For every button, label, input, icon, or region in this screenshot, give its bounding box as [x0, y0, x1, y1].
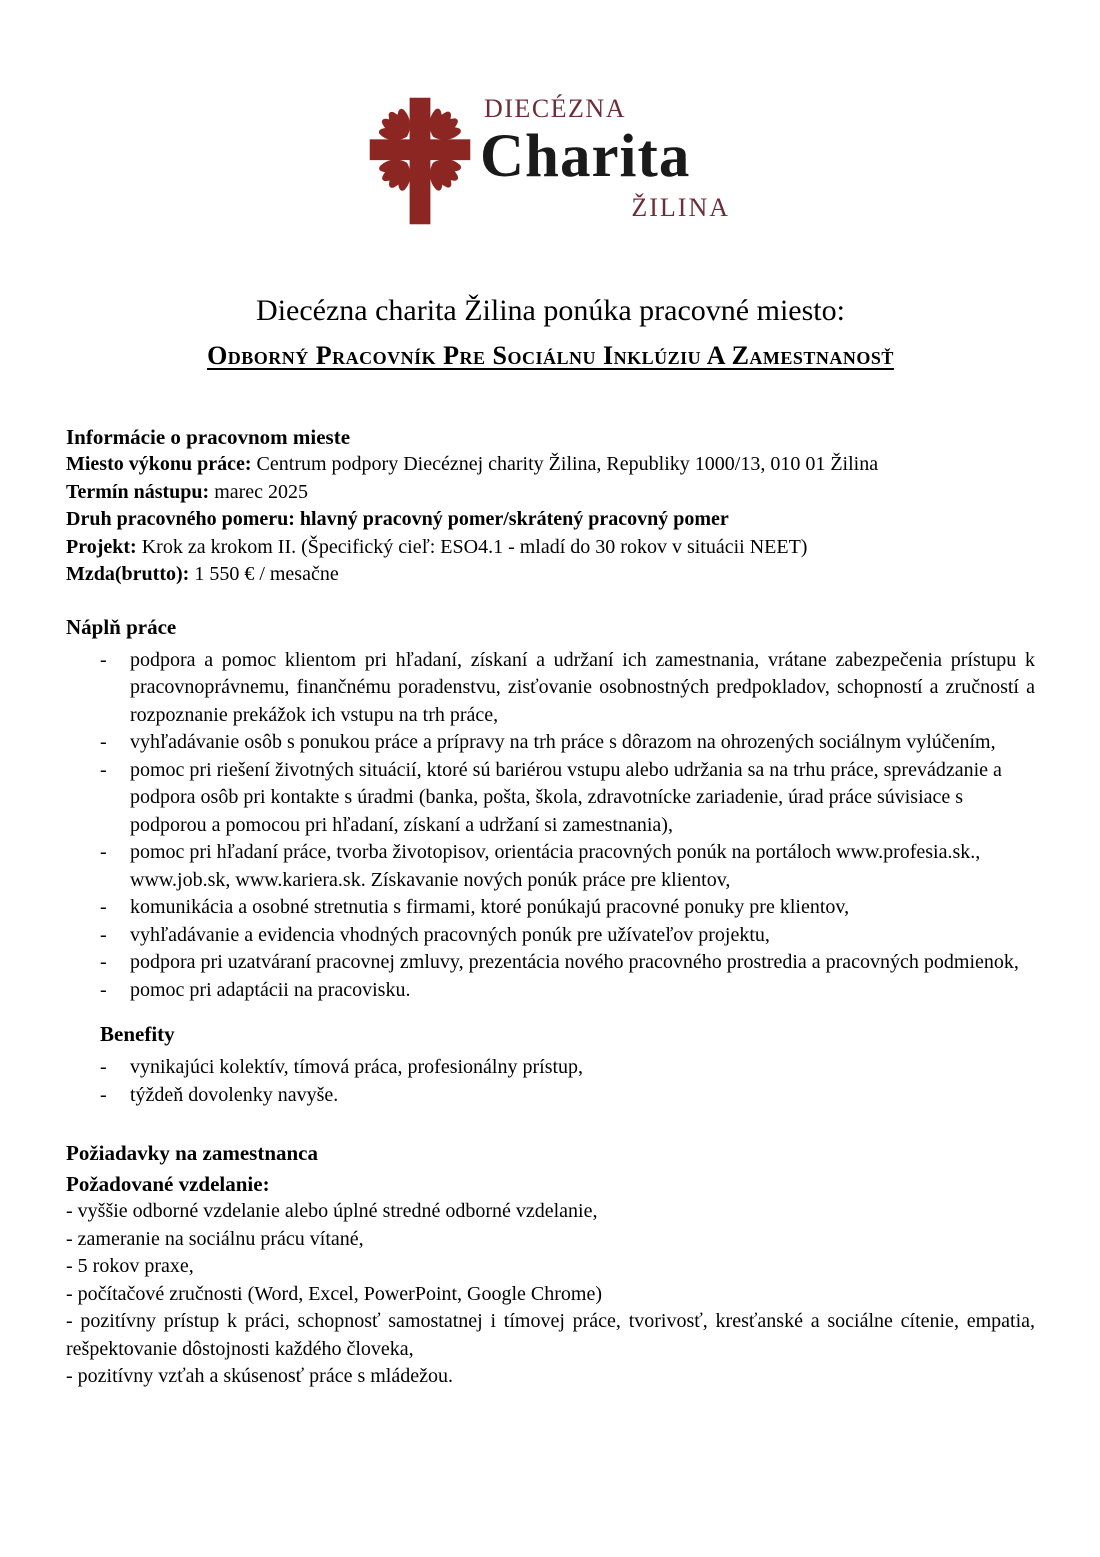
duty-text: vyhľadávanie a evidencia vhodných pracovných ponúk pre užívateľov projektu, [130, 923, 770, 946]
document-title: Diecézna charita Žilina ponúka pracovné miesto: [256, 294, 845, 327]
job-info-heading: Informácie o pracovnom mieste [66, 425, 351, 449]
info-row-druh-pomeru [66, 506, 1035, 534]
dash-bullet: - [100, 758, 107, 781]
dash-bullet: - [100, 648, 107, 671]
benefits-list [66, 1054, 1035, 1109]
duty-text: podpora pri uzatváraní pracovnej zmluvy, prezentácia nového pracovného prostredia a pracovných podmienok, [130, 951, 1019, 973]
caritas-cross-icon [368, 86, 472, 236]
duty-text: pomoc pri hľadaní práce, tvorba životopisov, orientácia pracovných ponúk na portáloch www.profesia.sk., www.job.sk, www.kariera.sk. Získavanie nových ponúk práce pre klientov, [130, 841, 981, 891]
benefit-text: vynikajúci kolektív, tímová práca, profesionálny prístup, [130, 1056, 584, 1078]
section-job-info [66, 423, 1035, 589]
info-label: Termín nástupu: [66, 480, 210, 503]
info-row-miesto [66, 451, 1035, 479]
requirement-item: - 5 rokov praxe, [66, 1255, 194, 1277]
dash-bullet: - [100, 951, 107, 973]
duty-text: komunikácia a osobné stretnutia s firmami, ktoré ponúkajú pracovné ponuky pre klientov, [130, 896, 850, 918]
duty-text: vyhľadávanie osôb s ponukou práce a prípravy na trh práce s dôrazom na ohrozených sociálnym vylúčením, [130, 731, 996, 753]
info-value: Krok za krokom II. (Špecifický cieľ: ESO4.1 - mladí do 30 rokov v situácii NEET) [141, 535, 808, 558]
info-label: Projekt: [66, 535, 137, 558]
duty-item [100, 729, 1035, 757]
dash-bullet: - [100, 1083, 107, 1106]
info-label: Miesto výkonu práce: [66, 453, 252, 475]
duty-item [100, 839, 1035, 894]
section-duties [66, 613, 1035, 1005]
duty-item [100, 922, 1035, 950]
title-block [66, 292, 1035, 373]
job-position-title: Odborný Pracovník Pre Sociálnu Inklúziu A Zamestnanosť [207, 341, 894, 370]
duty-text: pomoc pri adaptácii na pracovisku. [130, 978, 411, 1001]
info-value: hlavný pracovný pomer/skrátený pracovný pomer [299, 508, 729, 530]
info-label: Mzda(brutto): [66, 563, 190, 585]
requirement-item: - počítačové zručnosti (Word, Excel, PowerPoint, Google Chrome) [66, 1282, 603, 1305]
section-benefits [66, 1020, 1035, 1109]
duties-heading: Náplň práce [66, 614, 177, 639]
benefit-item [100, 1082, 1035, 1110]
info-value: 1 550 € / mesačne [194, 563, 339, 585]
requirement-item: - zameranie na sociálnu prácu vítané, [66, 1227, 364, 1250]
dash-bullet: - [100, 841, 107, 863]
requirement-item: - vyššie odborné vzdelanie alebo úplné stredné odborné vzdelanie, [66, 1200, 598, 1222]
info-row-mzda [66, 561, 1035, 589]
duty-item [100, 647, 1035, 730]
logo-text-zilina: ŽILINA [631, 193, 730, 222]
dash-bullet: - [100, 731, 107, 753]
duty-item [100, 949, 1035, 977]
info-label: Druh pracovného pomeru: [66, 508, 295, 530]
charita-logo [0, 86, 1100, 236]
dash-bullet: - [100, 923, 107, 946]
requirements-heading: Požiadavky na zamestnanca [66, 1141, 318, 1165]
duty-text: pomoc pri riešení životných situácií, ktoré sú bariérou vstupu alebo udržania sa na trhu práce, sprevádzanie a podpora osôb pri kontakte s úradmi (banka, pošta, škola, zdravotnícke zariadenie, úrad práce súvisiace s podporou a pomocou pri hľadaní, získaní a udržaní si zamestnania), [130, 758, 1002, 836]
requirements-subheading: Požadované vzdelanie: [66, 1172, 270, 1196]
info-value: Centrum podpory Diecéznej charity Žilina, Republiky 1000/13, 010 01 Žilina [256, 453, 879, 475]
dash-bullet: - [100, 978, 107, 1001]
logo-text-diecezna: DIECÉZNA [484, 94, 626, 123]
benefit-text: týždeň dovolenky navyše. [130, 1083, 339, 1106]
info-row-projekt [66, 534, 1035, 562]
duty-item [100, 977, 1035, 1005]
logo-text-charita: Charita [480, 123, 691, 190]
requirement-item: - pozitívny vzťah a skúsenosť práce s mládežou. [66, 1365, 453, 1387]
duties-list [66, 647, 1035, 1005]
benefit-item [100, 1054, 1035, 1082]
info-row-termin [66, 479, 1035, 507]
logo-text-block [480, 86, 732, 223]
benefits-heading: Benefity [100, 1022, 175, 1046]
info-value: marec 2025 [214, 480, 309, 503]
section-requirements [66, 1139, 1035, 1391]
duty-item [100, 757, 1035, 840]
requirement-item: - pozitívny prístup k práci, schopnosť samostatnej i tímovej práce, tvorivosť, kresťanské a sociálne cítenie, empatia, rešpektovanie dôstojnosti každého človeka, [66, 1310, 1035, 1360]
duty-item [100, 894, 1035, 922]
duty-text: podpora a pomoc klientom pri hľadaní, získaní a udržaní ich zamestnania, vrátane zabezpečenia prístupu k pracovnoprávnemu, finančnému poradenstvu, zisťovanie osobnostných predpokladov, schopností a zručností a rozpoznanie prekážok ich vstupu na trh práce, [130, 648, 1035, 726]
dash-bullet: - [100, 1056, 107, 1078]
dash-bullet: - [100, 896, 107, 918]
